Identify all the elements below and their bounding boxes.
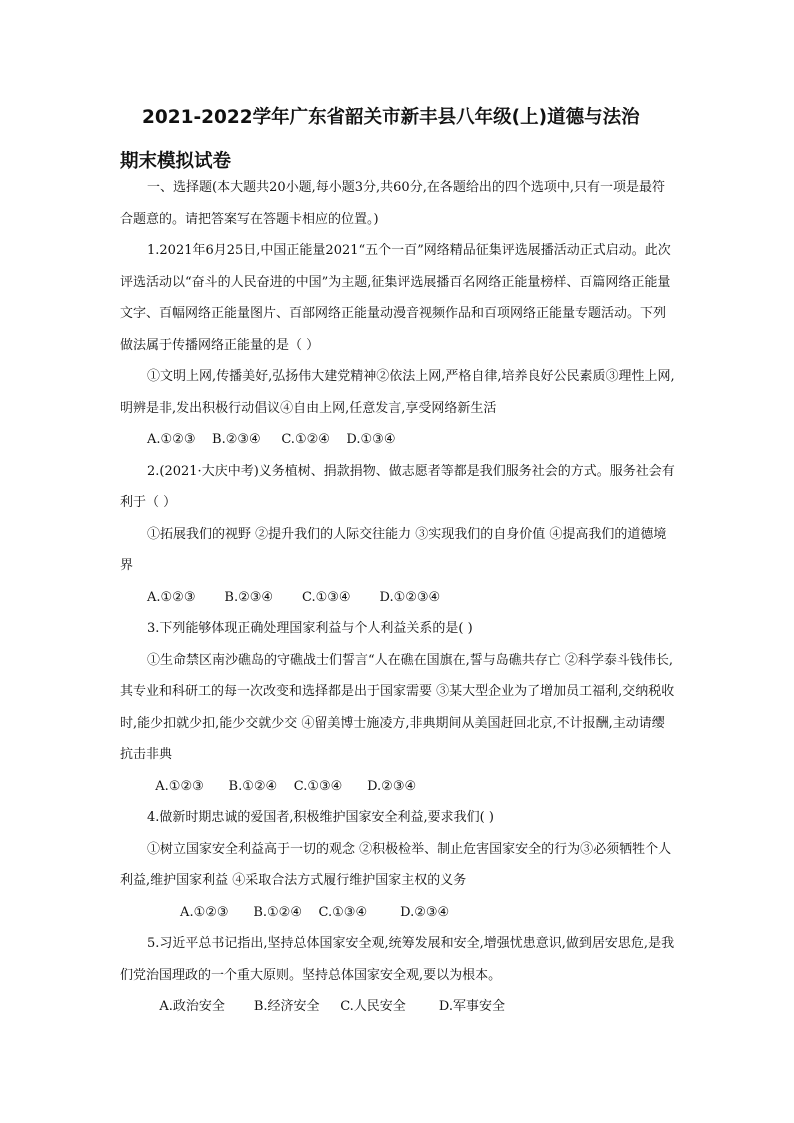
answer-options: A.①②③ B.②③④ C.①③④ D.①②③④	[147, 589, 441, 605]
answer-options: A.①②③ B.①②④ C.①③④ D.②③④	[147, 778, 417, 794]
question-stem: 3.下列能够体现正确处理国家利益与个人利益关系的是( )	[147, 621, 473, 636]
question-stem: 4.做新时期忠诚的爱国者,积极维护国家安全利益,要求我们( )	[147, 810, 494, 825]
question-items: ①生命禁区南沙礁岛的守礁战士们誓言“人在礁在国旗在,誓与岛礁共存亡 ②科学泰斗钱伟长,其专业和科研工的每一次改变和选择都是出于国家需要 ③某大型企业为了增加员工福利,交纳税收时,能少扣就少扣,能少交就少交 ④留美博士施凌方,非典期间从美国赶回北京,不计报酬,主动请缨抗击非典	[120, 652, 675, 762]
page-title	[120, 96, 680, 184]
title-line-2: 期末模拟试卷	[120, 151, 232, 172]
question-stem: 2.(2021·大庆中考)义务植树、捐款捐物、做志愿者等都是我们服务社会的方式。服务社会有利于（ ）	[120, 463, 675, 510]
section-instructions: 一、选择题(本大题共20小题,每小题3分,共60分,在各题给出的四个选项中,只有一项是最符合题意的。请把答案写在答题卡相应的位置。)	[120, 180, 665, 227]
answer-options: A.①②③ B.②③④ C.①②④ D.①③④	[147, 432, 396, 447]
question-5	[120, 928, 676, 1023]
question-3	[120, 613, 676, 802]
question-2	[120, 456, 676, 614]
question-1	[120, 235, 676, 456]
answer-options: A.①②③ B.①②④ C.①③④ D.②③④	[147, 904, 450, 920]
exam-body	[120, 172, 676, 1023]
question-stem: 5.习近平总书记指出,坚持总体国家安全观,统筹发展和安全,增强忧患意识,做到居安思危,是我们党治国理政的一个重大原则。坚持总体国家安全观,要以为根本。	[120, 936, 675, 983]
question-items: ①树立国家安全利益高于一切的观念 ②积极检举、制止危害国家安全的行为③必须牺牲个人利益,维护国家利益 ④采取合法方式履行维护国家主权的义务	[120, 841, 672, 888]
question-items: ①文明上网,传播美好,弘扬伟大建党精神②依法上网,严格自律,培养良好公民素质③理性上网,明辨是非,发出积极行动倡议④自由上网,任意发言,享受网络新生活	[120, 369, 675, 416]
question-4	[120, 802, 676, 928]
question-items: ①拓展我们的视野 ②提升我们的人际交往能力 ③实现我们的自身价值 ④提高我们的道德境界	[120, 526, 667, 573]
title-line-1: 2021-2022学年广东省韶关市新丰县八年级(上)道德与法治	[142, 107, 640, 128]
question-stem: 1.2021年6月25日,中国正能量2021“五个一百”网络精品征集评选展播活动正式启动。此次评选活动以“奋斗的人民奋进的中国”为主题,征集评选展播百名网络正能量榜样、百篇网络正能量文字、百幅网络正能量图片、百部网络正能量动漫音视频作品和百项网络正能量专题活动。下列做法属于传播网络正能量的是（ ）	[120, 243, 671, 353]
answer-options: A.政治安全 B.经济安全 C.人民安全 D.军事安全	[147, 999, 505, 1014]
